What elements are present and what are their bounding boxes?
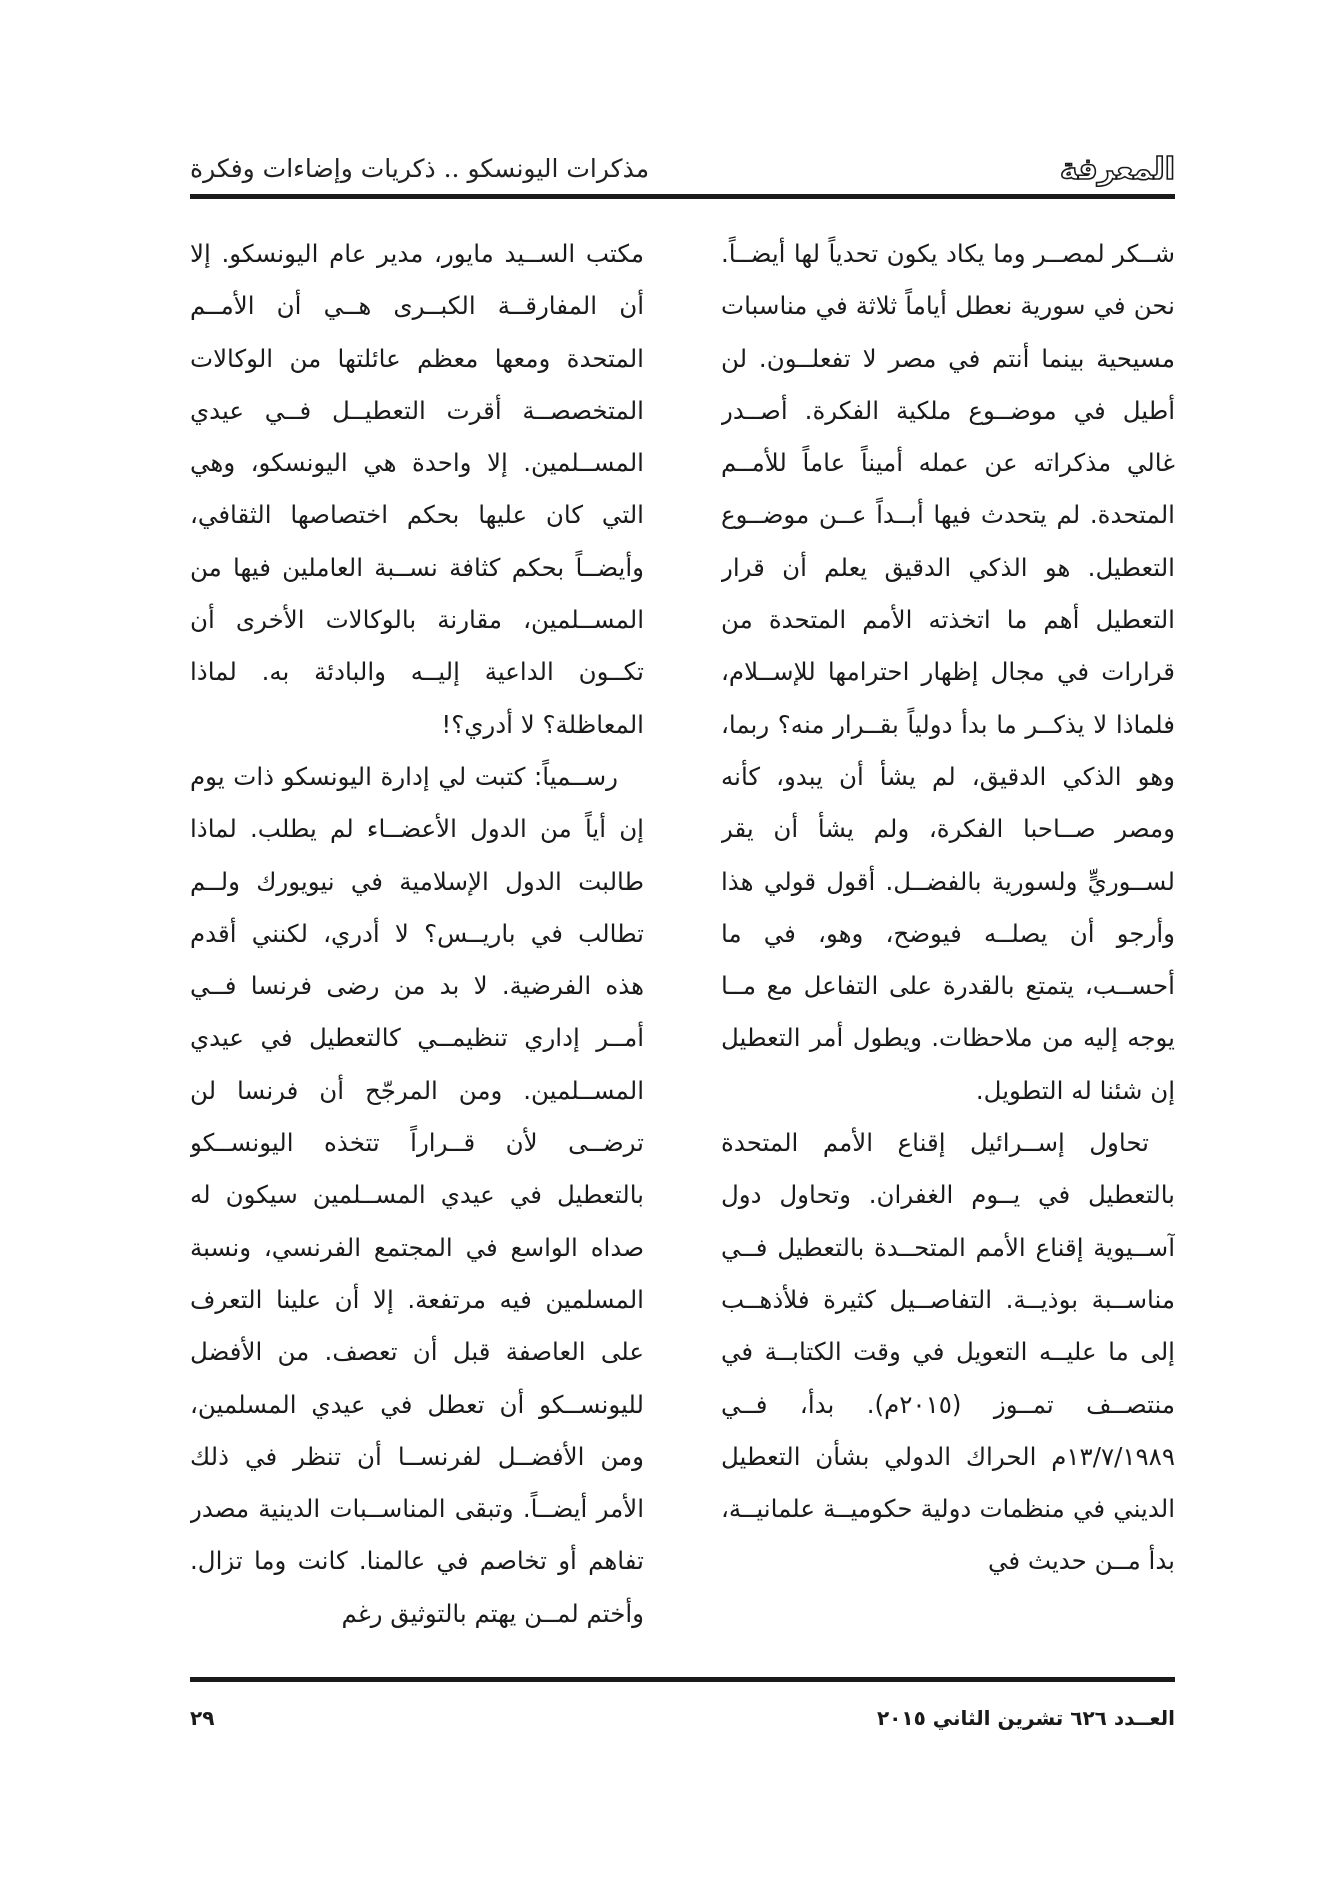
- text-column-left: [190, 228, 644, 1658]
- page-number: ٢٩: [190, 1706, 215, 1730]
- header-rule: [190, 194, 1175, 199]
- footer-rule: [190, 1677, 1175, 1682]
- paragraph: شــكر لمصــر وما يكاد يكون تحدياً لها أيضــاً. نحن في سورية نعطل أياماً ثلاثة في مناسبات مسيحية بينما أنتم في مصر لا تفعلــون. لن أطيل في موضــوع ملكية الفكرة. أصــدر غالي مذكراته عن عمله أميناً عاماً للأمــم المتحدة. لم يتحدث فيها أبــداً عــن موضــوع التعطيل. هو الذكي الدقيق يعلم أن قرار التعطيل أهم ما اتخذته الأمم المتحدة من قرارات في مجال إظهار احترامها للإســلام، فلماذا لا يذكــر ما بدأ دولياً بقــرار منه؟ ربما، وهو الذكي الدقيق، لم يشأ أن يبدو، كأنه ومصر صــاحبا الفكرة، ولم يشأ أن يقر لســوريٍّ ولسورية بالفضــل. أقول قولي هذا وأرجو أن يصلــه فيوضح، وهو، في ما أحســب، يتمتع بالقدرة على التفاعل مع مــا يوجه إليه من ملاحظات. ويطول أمر التعطيل إن شئنا له التطويل.: [721, 239, 1175, 1105]
- page-footer: [190, 1706, 1175, 1736]
- issue-info: العــدد ٦٢٦ تشرين الثاني ٢٠١٥: [876, 1706, 1175, 1730]
- running-title: مذكرات اليونسكو .. ذكريات وإضاءات وفكرة: [190, 154, 650, 183]
- page-header: [190, 150, 1175, 192]
- paragraph: مكتب الســيد مايور، مدير عام اليونسكو. إلا أن المفارقــة الكبــرى هــي أن الأمــم المتحدة ومعها معظم عائلتها من الوكالات المتخصصــة أقرت التعطيــل فــي عيدي المســلمين. إلا واحدة هي اليونسكو، وهي التي كان عليها بحكم اختصاصها الثقافي، وأيضــاً بحكم كثافة نســبة العاملين فيها من المســلمين، مقارنة بالوكالات الأخرى أن تكــون الداعية إليــه والبادئة به. لماذا المعاظلة؟ لا أدري؟!: [190, 239, 644, 739]
- paragraph: رســمياً: كتبت لي إدارة اليونسكو ذات يوم إن أياً من الدول الأعضــاء لم يطلب. لماذا طالبت الدول الإسلامية في نيويورك ولــم تطالب في باريــس؟ لا أدري، لكنني أقدم هذه الفرضية. لا بد من رضى فرنسا فــي أمــر إداري تنظيمــي كالتعطيل في عيدي المســلمين. ومن المرجّح أن فرنسا لن ترضــى لأن قــراراً تتخذه اليونســكو بالتعطيل في عيدي المســلمين سيكون له صداه الواسع في المجتمع الفرنسي، ونسبة المسلمين فيه مرتفعة. إلا أن علينا التعرف على العاصفة قبل أن تعصف. من الأفضل لليونســكو أن تعطل في عيدي المسلمين، ومن الأفضــل لفرنســا أن تنظر في ذلك الأمر أيضــاً. وتبقى المناســبات الدينية مصدر تفاهم أو تخاصم في عالمنا. كانت وما تزال. وأختم لمــن يهتم بالتوثيق رغم: [190, 761, 644, 1628]
- magazine-logo: المعرفة: [1059, 152, 1175, 187]
- text-column-right: [721, 228, 1175, 1658]
- paragraph: تحاول إســرائيل إقناع الأمم المتحدة بالتعطيل في يــوم الغفران. وتحاول دول آســيوية إقناع الأمم المتحــدة بالتعطيل فــي مناســبة بوذيــة. التفاصــيل كثيرة فلأذهــب إلى ما عليــه التعويل في وقت الكتابــة في منتصــف تمــوز (٢٠١٥م). بدأ، فــي ١٣/٧/١٩٨٩م الحراك الدولي بشأن التعطيل الديني في منظمات دولية حكوميــة علمانيــة، بدأ مــن حديث في: [721, 1128, 1175, 1576]
